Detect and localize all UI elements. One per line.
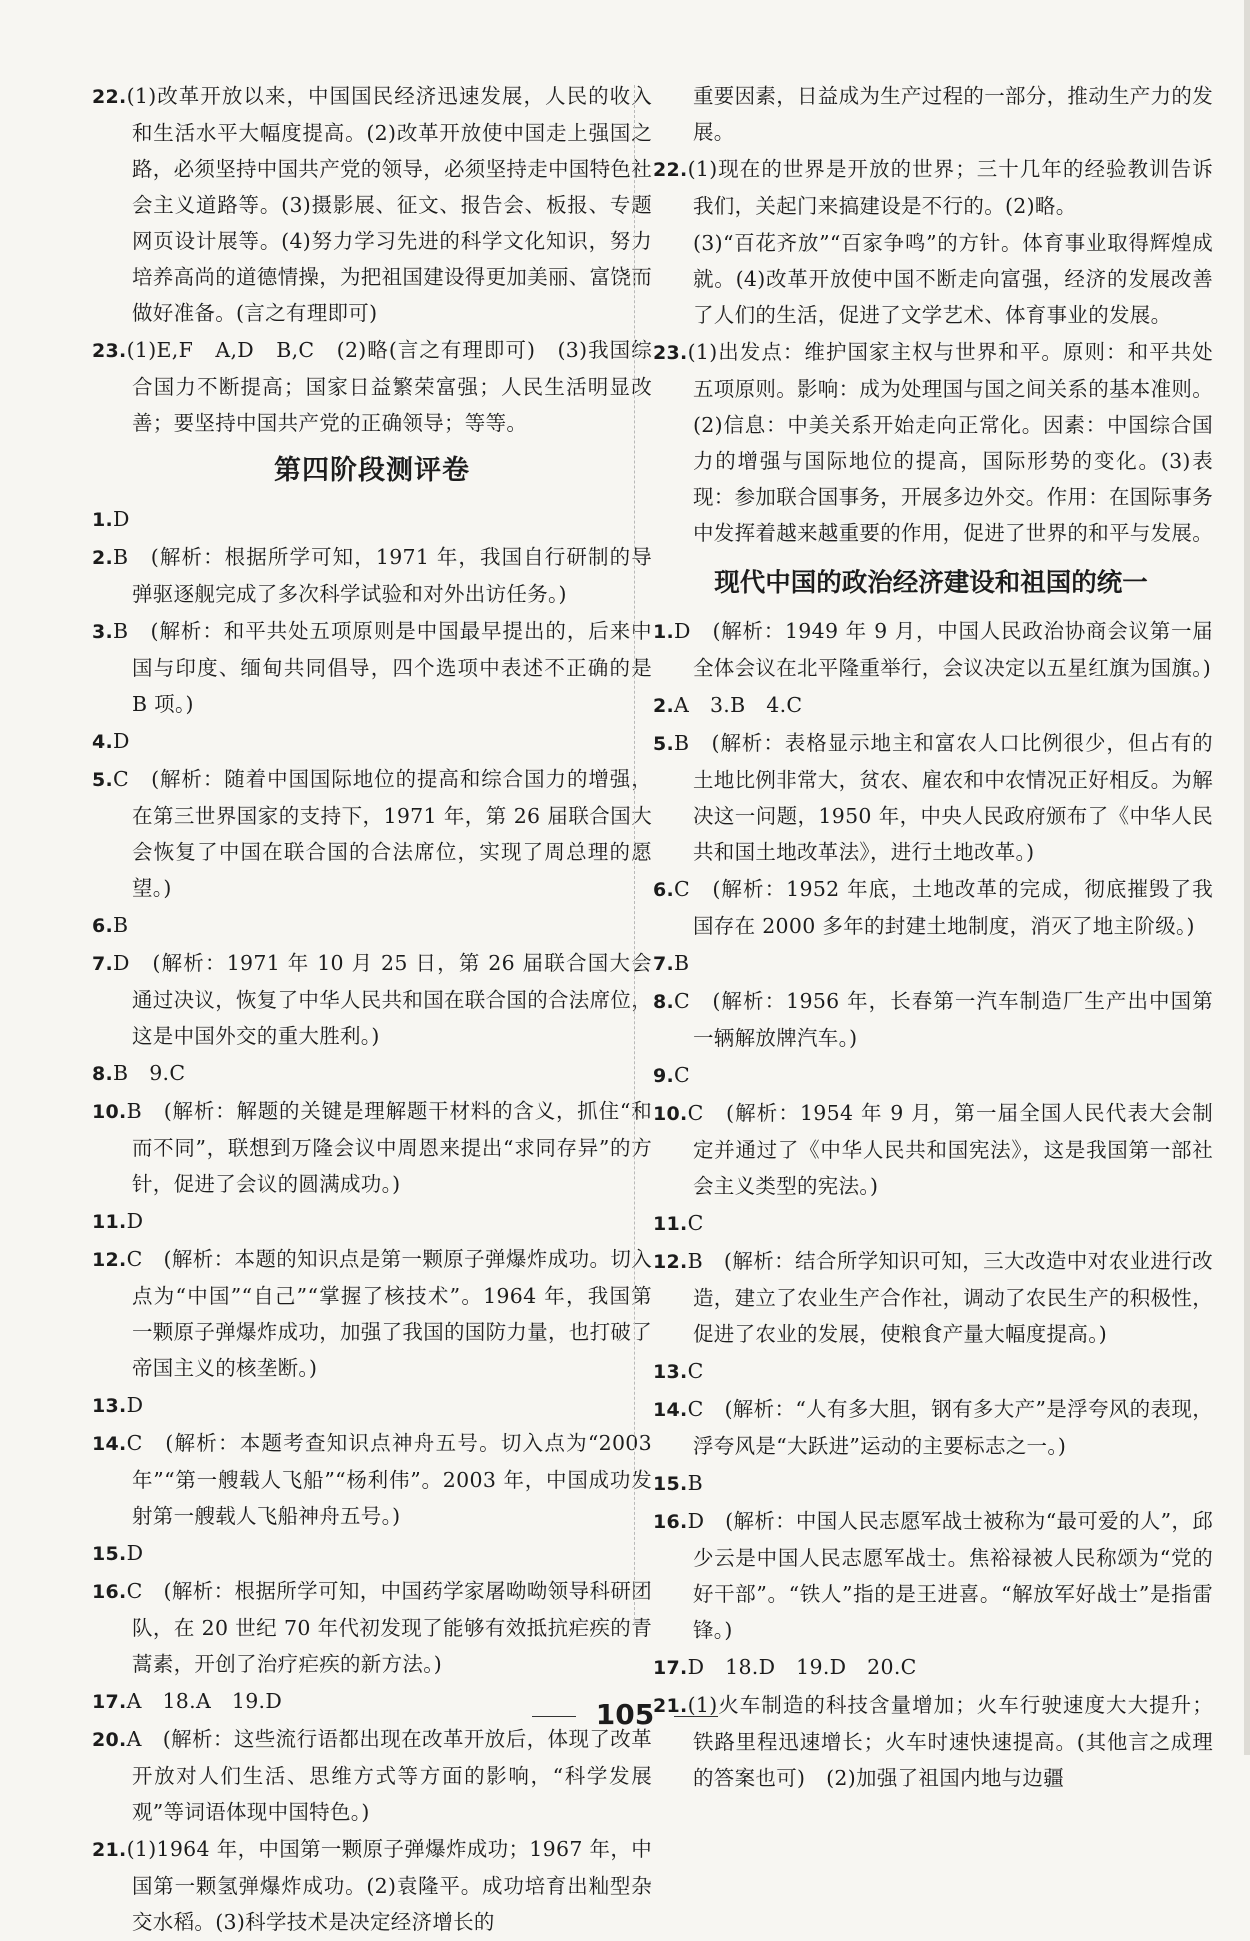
question-number: 6. [653,879,675,901]
answer-item [653,1095,1213,1204]
question-number: 20. [92,1729,127,1751]
answer-item [92,501,652,538]
question-number: 23. [653,342,688,364]
answer-text: D [126,1541,144,1565]
question-number: 21. [653,1695,688,1717]
answer-text: D [113,729,130,753]
answer-item [92,539,652,612]
answer-text: D (解析：1971 年 10 月 25 日，第 26 届联合国大会通过决议，恢复了中华人民共和国在联合国的合法席位，这是中国外交的重大胜利。) [113,951,652,1048]
question-number: 17. [92,1691,127,1713]
answer-item [653,1205,1213,1242]
answer-text: C (解析：根据所学可知，中国药学家屠呦呦领导科研团队，在 20 世纪 70 年代初发现了能够有效抵抗疟疾的青蒿素，开创了治疗疟疾的新方法。) [126,1579,652,1676]
question-number: 11. [92,1211,127,1233]
question-number: 3. [92,621,114,643]
answer-item [653,1649,1213,1686]
question-number: 22. [653,159,688,181]
answer-item [653,945,1213,982]
answer-text: D (解析：中国人民志愿军战士被称为“最可爱的人”，邱少云是中国人民志愿军战士。焦裕禄被人民称颂为“党的好干部”。“铁人”指的是王进喜。“解放军好战士”是指雷锋。) [687,1509,1213,1642]
question-number: 1. [92,509,114,531]
answer-text: C (解析：1954 年 9 月，第一届全国人民代表大会制定并通过了《中华人民共和国宪法》，这是我国第一部社会主义类型的宪法。) [687,1101,1213,1198]
question-number: 10. [92,1101,127,1123]
question-number: 9. [653,1065,675,1087]
answer-text: D 18.D 19.D 20.C [687,1655,917,1679]
answer-text: B (解析：表格显示地主和富农人口比例很少，但占有的土地比例非常大，贫农、雇农和中农情况正好相反。为解决这一问题，1950 年，中央人民政府颁布了《中华人民共和国土地改革法》，进行土地改革。) [674,731,1213,864]
question-number: 15. [92,1543,127,1565]
answer-text: B (解析：解题的关键是理解题干材料的含义，抓住“和而不同”，联想到万隆会议中周恩来提出“求同存异”的方针，促进了会议的圆满成功。) [126,1099,652,1196]
answer-text: (1)E,F A,D B,C (2)略(言之有理即可) (3)我国综合国力不断提高；国家日益繁荣富强；人民生活明显改善；要坚持中国共产党的正确领导；等等。 [126,338,652,435]
answer-text: D [113,507,130,531]
answer-text: (1)现在的世界是开放的世界；三十几年的经验教训告诉我们，关起门来搞建设是不行的。(2)略。 [687,157,1213,218]
question-number: 17. [653,1657,688,1679]
question-number: 22. [92,86,127,108]
answer-text: (1)出发点：维护国家主权与世界和平。原则：和平共处五项原则。影响：成为处理国与国之间关系的基本准则。(2)信息：中美关系开始走向正常化。因素：中国综合国力的增强与国际地位的提高，国际形势的变化。(3)表现：参加联合国事务，开展多边外交。作用：在国际事务中发挥着越来越重要的作用，促进了世界的和平与发展。 [687,340,1213,545]
answer-item [653,334,1213,551]
right-column [653,78,1213,1797]
answer-text: C [687,1359,704,1383]
answer-text: B 9.C [113,1061,186,1085]
section-title: 现代中国的政治经济建设和祖国的统一 [714,568,1148,598]
answer-text: (1)1964 年，中国第一颗原子弹爆炸成功；1967 年，中国第一颗氢弹爆炸成功。(2)袁隆平。成功培育出籼型杂交水稻。(3)科学技术是决定经济增长的 [126,1837,652,1934]
answer-item [92,1093,652,1202]
answer-item [92,1721,652,1830]
answer-text: B (解析：根据所学可知，1971 年，我国自行研制的导弹驱逐舰完成了多次科学试验和对外出访任务。) [113,545,652,606]
answer-item [92,761,652,906]
answer-item [92,1203,652,1240]
answer-text: A (解析：这些流行语都出现在改革开放后，体现了改革开放对人们生活、思维方式等方面的影响，“科学发展观”等词语体现中国特色。) [126,1727,652,1824]
column-divider [634,85,635,1625]
answer-text: A 18.A 19.D [126,1689,283,1713]
answer-item [92,1425,652,1534]
answer-text: C [687,1211,704,1235]
question-number: 8. [92,1063,114,1085]
question-number: 2. [92,547,114,569]
question-number: 21. [92,1839,127,1861]
question-number: 6. [92,915,114,937]
answer-item [653,613,1213,686]
answer-item [653,983,1213,1056]
answer-text: A 3.B 4.C [674,693,803,717]
answer-text: C (解析：1956 年，长春第一汽车制造厂生产出中国第一辆解放牌汽车。) [674,989,1213,1050]
question-number: 1. [653,621,675,643]
question-number: 13. [653,1361,688,1383]
answer-item [92,1831,652,1940]
answer-text: B (解析：和平共处五项原则是中国最早提出的，后来中国与印度、缅甸共同倡导，四个选项中表述不正确的是 B 项。) [113,619,652,716]
answer-text: C [674,1063,691,1087]
answer-text: C (解析：本题考查知识点神舟五号。切入点为“2003 年”“第一艘载人飞船”“杨利伟”。2003 年，中国成功发射第一艘载人飞船神舟五号。) [126,1431,652,1528]
question-number: 15. [653,1473,688,1495]
answer-text: B [113,913,129,937]
question-number: 12. [92,1249,127,1271]
question-number: 16. [92,1581,127,1603]
answer-item [653,1353,1213,1390]
page-number: 105 [0,1698,1250,1731]
question-number: 7. [653,953,675,975]
answer-text: B (解析：结合所学知识可知，三大改造中对农业进行改造，建立了农业生产合作社，调动了农民生产的积极性，促进了农业的发展，使粮食产量大幅度提高。) [687,1249,1213,1346]
question-number: 5. [653,733,675,755]
question-number: 4. [92,731,114,753]
question-number: 12. [653,1251,688,1273]
question-number: 2. [653,695,675,717]
answer-item [653,1391,1213,1464]
answer-text: (3)“百花齐放”“百家争鸣”的方针。体育事业取得辉煌成就。(4)改革开放使中国不断走向富强，经济的发展改善了人们的生活，促进了文学艺术、体育事业的发展。 [693,231,1213,327]
answer-item [653,1057,1213,1094]
question-number: 5. [92,769,114,791]
answer-text: C (解析：本题的知识点是第一颗原子弹爆炸成功。切入点为“中国”“自己”“掌握了核技术”。1964 年，我国第一颗原子弹爆炸成功，加强了我国的国防力量，也打破了帝国主义的核垄断。) [126,1247,652,1380]
answer-item [92,613,652,722]
answer-text: (1)火车制造的科技含量增加；火车行驶速度大大提升；铁路里程迅速增长；火车时速快速提高。(其他言之成理的答案也可) (2)加强了祖国内地与边疆 [687,1693,1213,1790]
answer-item [92,332,652,441]
answer-item [653,1503,1213,1648]
answer-text: D [126,1209,144,1233]
answer-item [92,1573,652,1682]
question-number: 16. [653,1511,688,1533]
answer-item [653,725,1213,870]
answer-text: 重要因素，日益成为生产过程的一部分，推动生产力的发展。 [693,84,1213,144]
answer-item [653,687,1213,724]
page-edge-shadow [1244,0,1250,1755]
answer-text: C (解析：随着中国国际地位的提高和综合国力的增强，在第三世界国家的支持下，1971 年，第 26 届联合国大会恢复了中国在联合国的合法席位，实现了周总理的愿望。) [113,767,652,900]
section-title: 第四阶段测评卷 [274,455,470,486]
answer-item [92,1535,652,1572]
answer-item [653,151,1213,224]
answer-item [653,871,1213,944]
answer-item [92,907,652,944]
question-number: 8. [653,991,675,1013]
answer-item [653,78,1213,150]
question-number: 23. [92,340,127,362]
question-number: 11. [653,1213,688,1235]
answer-item [653,1243,1213,1352]
question-number: 7. [92,953,114,975]
answer-item [92,1241,652,1386]
answer-item [653,1465,1213,1502]
question-number: 13. [92,1395,127,1417]
answer-item [92,1387,652,1424]
answer-text: C (解析：1952 年底，土地改革的完成，彻底摧毁了我国存在 2000 多年的封建土地制度，消灭了地主阶级。) [674,877,1213,938]
question-number: 14. [92,1433,127,1455]
question-number: 14. [653,1399,688,1421]
answer-text: B [687,1471,703,1495]
answer-text: B [674,951,690,975]
answer-text: D [126,1393,144,1417]
answer-item [92,1055,652,1092]
question-number: 10. [653,1103,688,1125]
answer-item [653,225,1213,333]
left-column [92,78,652,1941]
answer-item [92,945,652,1054]
answer-text: (1)改革开放以来，中国国民经济迅速发展，人民的收入和生活水平大幅度提高。(2)改革开放使中国走上强国之路，必须坚持中国共产党的领导，必须坚持走中国特色社会主义道路等。(3)摄影展、征文、报告会、板报、专题网页设计展等。(4)努力学习先进的科学文化知识，努力培养高尚的道德情操，为把祖国建设得更加美丽、富饶而做好准备。(言之有理即可) [126,84,652,325]
answer-item [92,723,652,760]
answer-text: C (解析：“人有多大胆，钢有多大产”是浮夸风的表现，浮夸风是“大跃进”运动的主要标志之一。) [687,1397,1213,1458]
answer-text: D (解析：1949 年 9 月，中国人民政治协商会议第一届全体会议在北平隆重举行，会议决定以五星红旗为国旗。) [674,619,1213,680]
answer-item [92,78,652,331]
